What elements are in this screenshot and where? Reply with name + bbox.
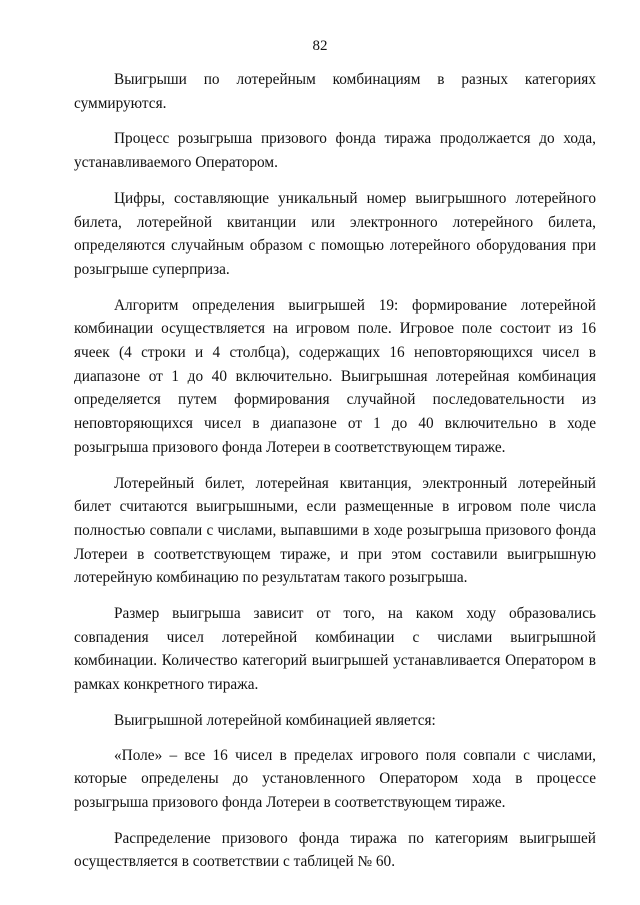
paragraph-4: Алгоритм определения выигрышей 19: формирование лотерейной комбинации осуществляется на игровом поле. Игровое поле состоит из 16 ячеек (4 строки и 4 столбца), содержащих 16 неповторяющихся чисел в диапазоне от 1 до 40 включительно. Выигрышная лотерейная комбинация определяется путем формирования случайной последовательности из неповторяющихся чисел в диапазоне от 1 до 40 включительно в ходе розыгрыша призового фонда Лотереи в соответствующем тираже. (74, 296, 596, 456)
paragraph-7: Выигрышной лотерейной комбинацией является: (114, 711, 436, 729)
paragraph-3: Цифры, составляющие уникальный номер выигрышного лотерейного билета, лотерейной квитанции или электронного лотерейного билета, определяются случайным образом с помощью лотерейного оборудования при розыгрыше суперприза. (74, 189, 596, 278)
paragraph-1: Выигрыши по лотерейным комбинациям в разных категориях суммируются. (74, 71, 596, 112)
paragraph-5: Лотерейный билет, лотерейная квитанция, электронный лотерейный билет считаются выигрышными, если размещенные в игровом поле числа полностью совпали с числами, выпавшими в ходе розыгрыша призового фонда Лотереи в соответствующем тираже, и при этом составили выигрышную лотерейную комбинацию по результатам такого розыгрыша. (74, 474, 596, 587)
document-body (74, 68, 596, 886)
paragraph-2: Процесс розыгрыша призового фонда тиража продолжается до хода, устанавливаемого Оператором. (74, 130, 596, 172)
page-number: 82 (312, 38, 328, 54)
paragraph-9: Распределение призового фонда тиража по категориям выигрышей осуществляется в соответствии с таблицей № 60. (74, 829, 596, 871)
paragraph-8: «Поле» – все 16 чисел в пределах игрового поля совпали с числами, которые определены до установленного Оператором хода в процессе розыгрыша призового фонда Лотереи в соответствующем тираже. (74, 746, 596, 811)
paragraph-6: Размер выигрыша зависит от того, на каком ходу образовались совпадения чисел лотерейной комбинации с числами выигрышной комбинации. Количество категорий выигрышей устанавливается Оператором в рамках конкретного тиража. (74, 605, 596, 694)
